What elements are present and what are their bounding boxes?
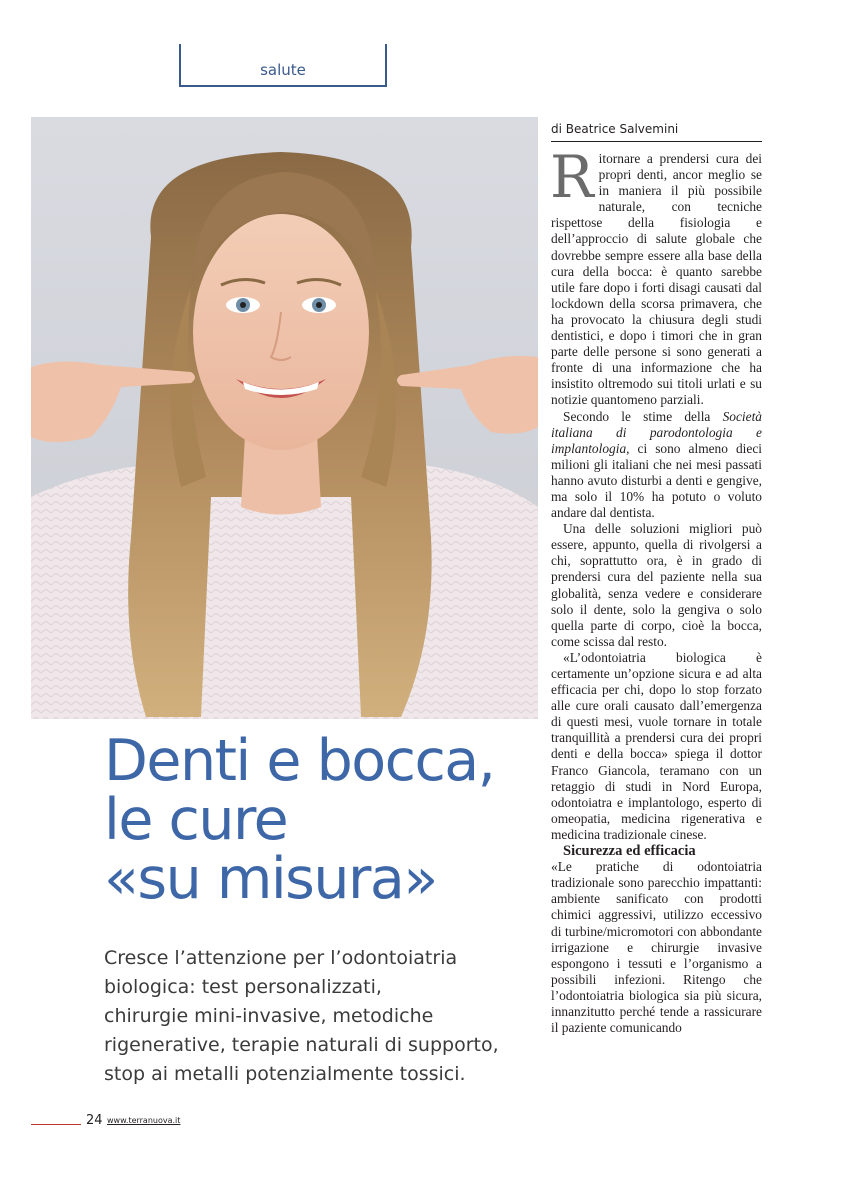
hero-photo	[31, 117, 538, 719]
lead-paragraph: Cresce l’attenzione per l’odontoiatria biologica: test personalizzati, chirurgie mini-invasive, metodiche rigenerative, terapie naturali di supporto, stop ai metalli potenzialmente tossici.	[104, 947, 499, 1085]
section-label: salute	[260, 61, 306, 79]
organization-name: Società italiana di parodontologia e implantologia	[551, 408, 762, 456]
woman-pointing-at-smile-image	[31, 117, 538, 719]
website-link[interactable]: www.terranuova.it	[107, 1116, 181, 1125]
paragraph-5: «Le pratiche di odontoiatria tradizionale sono parecchio impattanti: ambiente sanificato con prodotti chimici aggressivi, utilizzo eccessivo di turbine/micromotori con abbondante irrigazione e chirurgie invasive espongono i tessuti e l’organismo a possibili infezioni. Ritengo che l’odontoiatria biologica sia più sicura, innanzitutto perché tende a rassicurare il paziente comunicando	[551, 859, 762, 1036]
paragraph-3: Una delle soluzioni migliori può essere, appunto, quella di rivolgersi a chi, soprattutto ora, è in grado di prendersi cura del paziente nella sua globalità, senza vedere e considerare solo il dente, solo la gengiva o solo quella parte di corpo, cioè la bocca, come scissa dal resto.	[551, 521, 762, 649]
paragraph-2: Secondo le stime della Società italiana di parodontologia e implantologia, ci sono almeno dieci milioni gli italiani che nei mesi passati hanno avuto disturbi a denti e gengive, ma solo il 10% ha potuto o voluto andare dal dentista.	[551, 408, 762, 521]
paragraph-1: Ritornare a prendersi cura dei propri denti, ancor meglio se in maniera il più possibile naturale, con tecniche rispettose della fisiologia e dell’approccio di salute globale che dovrebbe sempre essere alla base della cura della bocca: è quanto sarebbe utile fare dopo i forti disagi causati dal lockdown della scorsa primavera, che ha provocato la chiusura degli studi dentistici, e dopo i timori che in gran parte delle persone si sono generati a fronte di una informazione che ha insistito oltremodo sui titoli urlati e su notizie quantomeno parziali.	[550, 143, 762, 408]
paragraph-4: «L’odontoiatria biologica è certamente un’opzione sicura e ad alta efficacia per chi, dopo lo stop forzato alle cure orali causato dall’emergenza di questi mesi, vuole tornare in totale tranquillità a prendersi cura dei propri denti e della bocca» spiega il dottor Franco Giancola, teramano con un retaggio di studi in Nord Europa, odontoiatra e implantologo, esperto di omeopatia, medicina rigenerativa e medicina tradizionale cinese.	[551, 649, 762, 842]
subheading: Sicurezza ed efficacia	[563, 843, 696, 860]
headline: Denti e bocca, le cure «su misura»	[104, 728, 495, 912]
article-body	[550, 143, 762, 1036]
drop-cap: R	[550, 143, 594, 211]
footer-rule	[31, 1124, 81, 1125]
page-number: 24	[86, 1113, 103, 1128]
section-tab	[179, 44, 387, 87]
byline: di Beatrice Salvemini	[551, 122, 762, 142]
